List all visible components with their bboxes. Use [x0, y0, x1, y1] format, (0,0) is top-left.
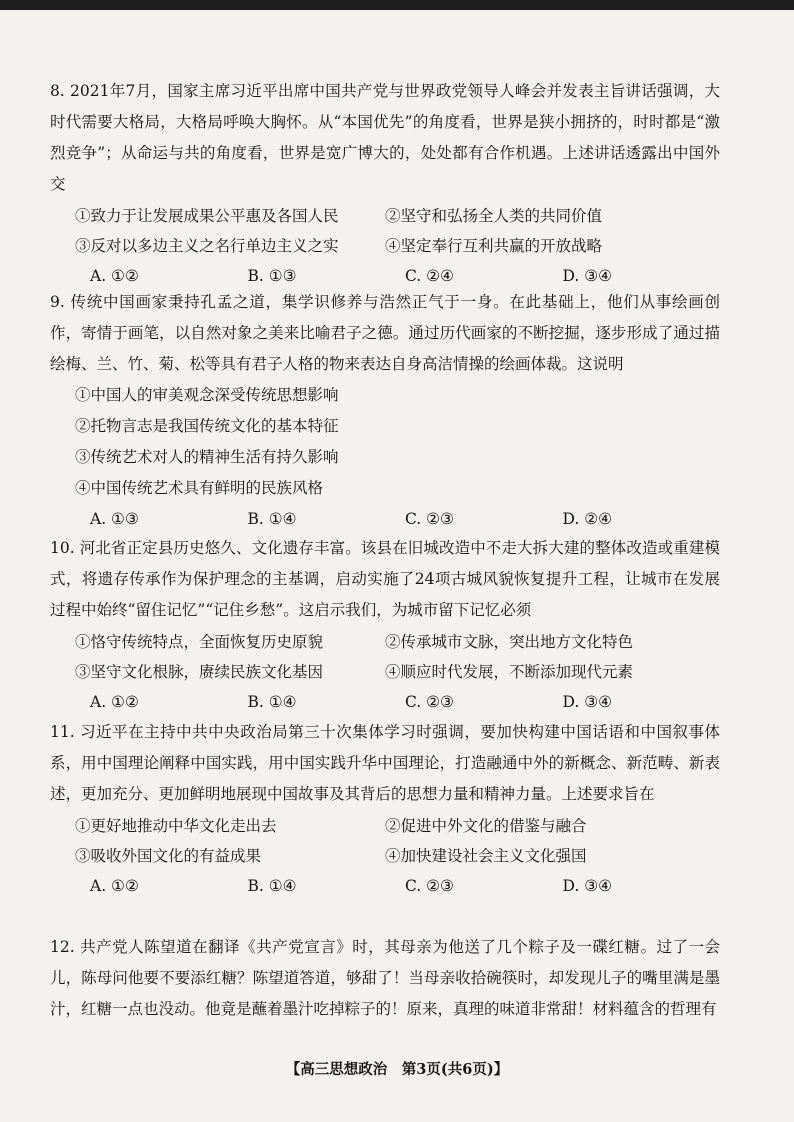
question-11-choice-b: B. ①④: [247, 877, 297, 895]
question-9-choice-b: B. ①④: [247, 510, 297, 528]
question-8-choice-a: A. ①②: [90, 267, 139, 285]
question-9-stem: 9. 传统中国画家秉持孔孟之道，集学识修养与浩然正气于一身。在此基础上，他们从事绘画创作，寄情于画笔，以自然对象之美来比喻君子之德。通过历代画家的不断挖掘，逐步形成了通过描绘梅、兰、竹、菊、松等具有君子人格的物来表达自身高洁情操的绘画体裁。这说明: [50, 293, 720, 373]
question-9-choices: [50, 504, 720, 534]
question-10-option-3: ③坚守文化根脉，赓续民族文化基因: [75, 663, 324, 681]
question-11-choice-c: C. ②③: [405, 877, 454, 895]
question-11-options-row-1: [50, 811, 720, 841]
question-12: [50, 932, 720, 1025]
question-10-option-1: ①恪守传统特点，全面恢复历史原貌: [75, 633, 324, 651]
question-11-choice-a: A. ①②: [90, 877, 139, 895]
question-11-stem: 11. 习近平在主持中共中央政治局第三十次集体学习时强调，要加快构建中国话语和中国叙事体系，用中国理论阐释中国实践，用中国实践升华中国理论，打造融通中外的新概念、新范畴、新表述，更加充分、更加鲜明地展现中国故事及其背后的思想力量和精神力量。上述要求旨在: [50, 723, 720, 803]
question-8: [50, 76, 720, 291]
question-9-choice-d: D. ②④: [562, 510, 613, 528]
question-10-options-row-1: [50, 627, 720, 657]
question-8-option-1: ①致力于让发展成果公平惠及各国人民: [75, 207, 339, 225]
question-8-options-row-1: [50, 201, 720, 231]
question-9-option-3: ③传统艺术对人的精神生活有持久影响: [75, 448, 339, 466]
question-8-options-row-2: [50, 231, 720, 261]
question-8-choice-b: B. ①③: [247, 267, 297, 285]
question-11-option-4: ④加快建设社会主义文化强国: [385, 847, 587, 865]
question-9-option-4: ④中国传统艺术具有鲜明的民族风格: [75, 479, 324, 497]
question-11-option-1: ①更好地推动中华文化走出去: [75, 817, 277, 835]
question-9-choice-c: C. ②③: [405, 510, 454, 528]
question-8-option-2: ②坚守和弘扬全人类的共同价值: [385, 207, 603, 225]
question-8-option-3: ③反对以多边主义之名行单边主义之实: [75, 237, 339, 255]
question-11: [50, 717, 720, 901]
question-10: [50, 533, 720, 717]
question-10-choice-c: C. ②③: [405, 693, 454, 711]
question-9-option-2: ②托物言志是我国传统文化的基本特征: [75, 417, 339, 435]
question-9: [50, 287, 720, 534]
question-10-option-2: ②传承城市文脉，突出地方文化特色: [385, 633, 634, 651]
question-10-choices: [50, 687, 720, 717]
question-12-stem: 12. 共产党人陈望道在翻译《共产党宣言》时，其母亲为他送了几个粽子及一碟红糖。过了一会儿，陈母问他要不要添红糖？陈望道答道，够甜了！当母亲收拾碗筷时，却发现儿子的嘴里满是墨汁，红糖一点也没动。他竟是蘸着墨汁吃掉粽子的！原来，真理的味道非常甜！材料蕴含的哲理有: [50, 938, 720, 1018]
page-footer: 【高三思想政治 第3页(共6页)】: [285, 1061, 509, 1078]
question-8-option-4: ④坚定奉行互利共赢的开放战略: [385, 237, 603, 255]
question-10-choice-a: A. ①②: [90, 693, 139, 711]
question-8-choice-c: C. ②④: [405, 267, 454, 285]
question-11-option-2: ②促进中外文化的借鉴与融合: [385, 817, 587, 835]
question-10-option-4: ④顺应时代发展，不断添加现代元素: [385, 663, 634, 681]
question-8-stem: 8. 2021年7月，国家主席习近平出席中国共产党与世界政党领导人峰会并发表主旨讲话强调，大时代需要大格局，大格局呼唤大胸怀。从“本国优先”的角度看，世界是狭小拥挤的，时时都是“激烈竞争”；从命运与共的角度看，世界是宽广博大的，处处都有合作机遇。上述讲话透露出中国外交: [50, 82, 720, 193]
question-11-options-row-2: [50, 841, 720, 871]
question-11-choices: [50, 871, 720, 901]
question-10-options-row-2: [50, 657, 720, 687]
question-10-choice-d: D. ③④: [562, 693, 613, 711]
question-9-choice-a: A. ①③: [90, 510, 139, 528]
question-10-stem: 10. 河北省正定县历史悠久、文化遗存丰富。该县在旧城改造中不走大拆大建的整体改造或重建模式，将遗存传承作为保护理念的主基调，启动实施了24项古城风貌恢复提升工程，让城市在发展过程中始终“留住记忆”“记住乡愁”。这启示我们，为城市留下记忆必须: [50, 539, 720, 619]
question-11-option-3: ③吸收外国文化的有益成果: [75, 847, 262, 865]
question-10-choice-b: B. ①④: [247, 693, 297, 711]
question-11-choice-d: D. ③④: [562, 877, 613, 895]
question-8-choice-d: D. ③④: [562, 267, 613, 285]
question-9-option-1: ①中国人的审美观念深受传统思想影响: [75, 386, 339, 404]
